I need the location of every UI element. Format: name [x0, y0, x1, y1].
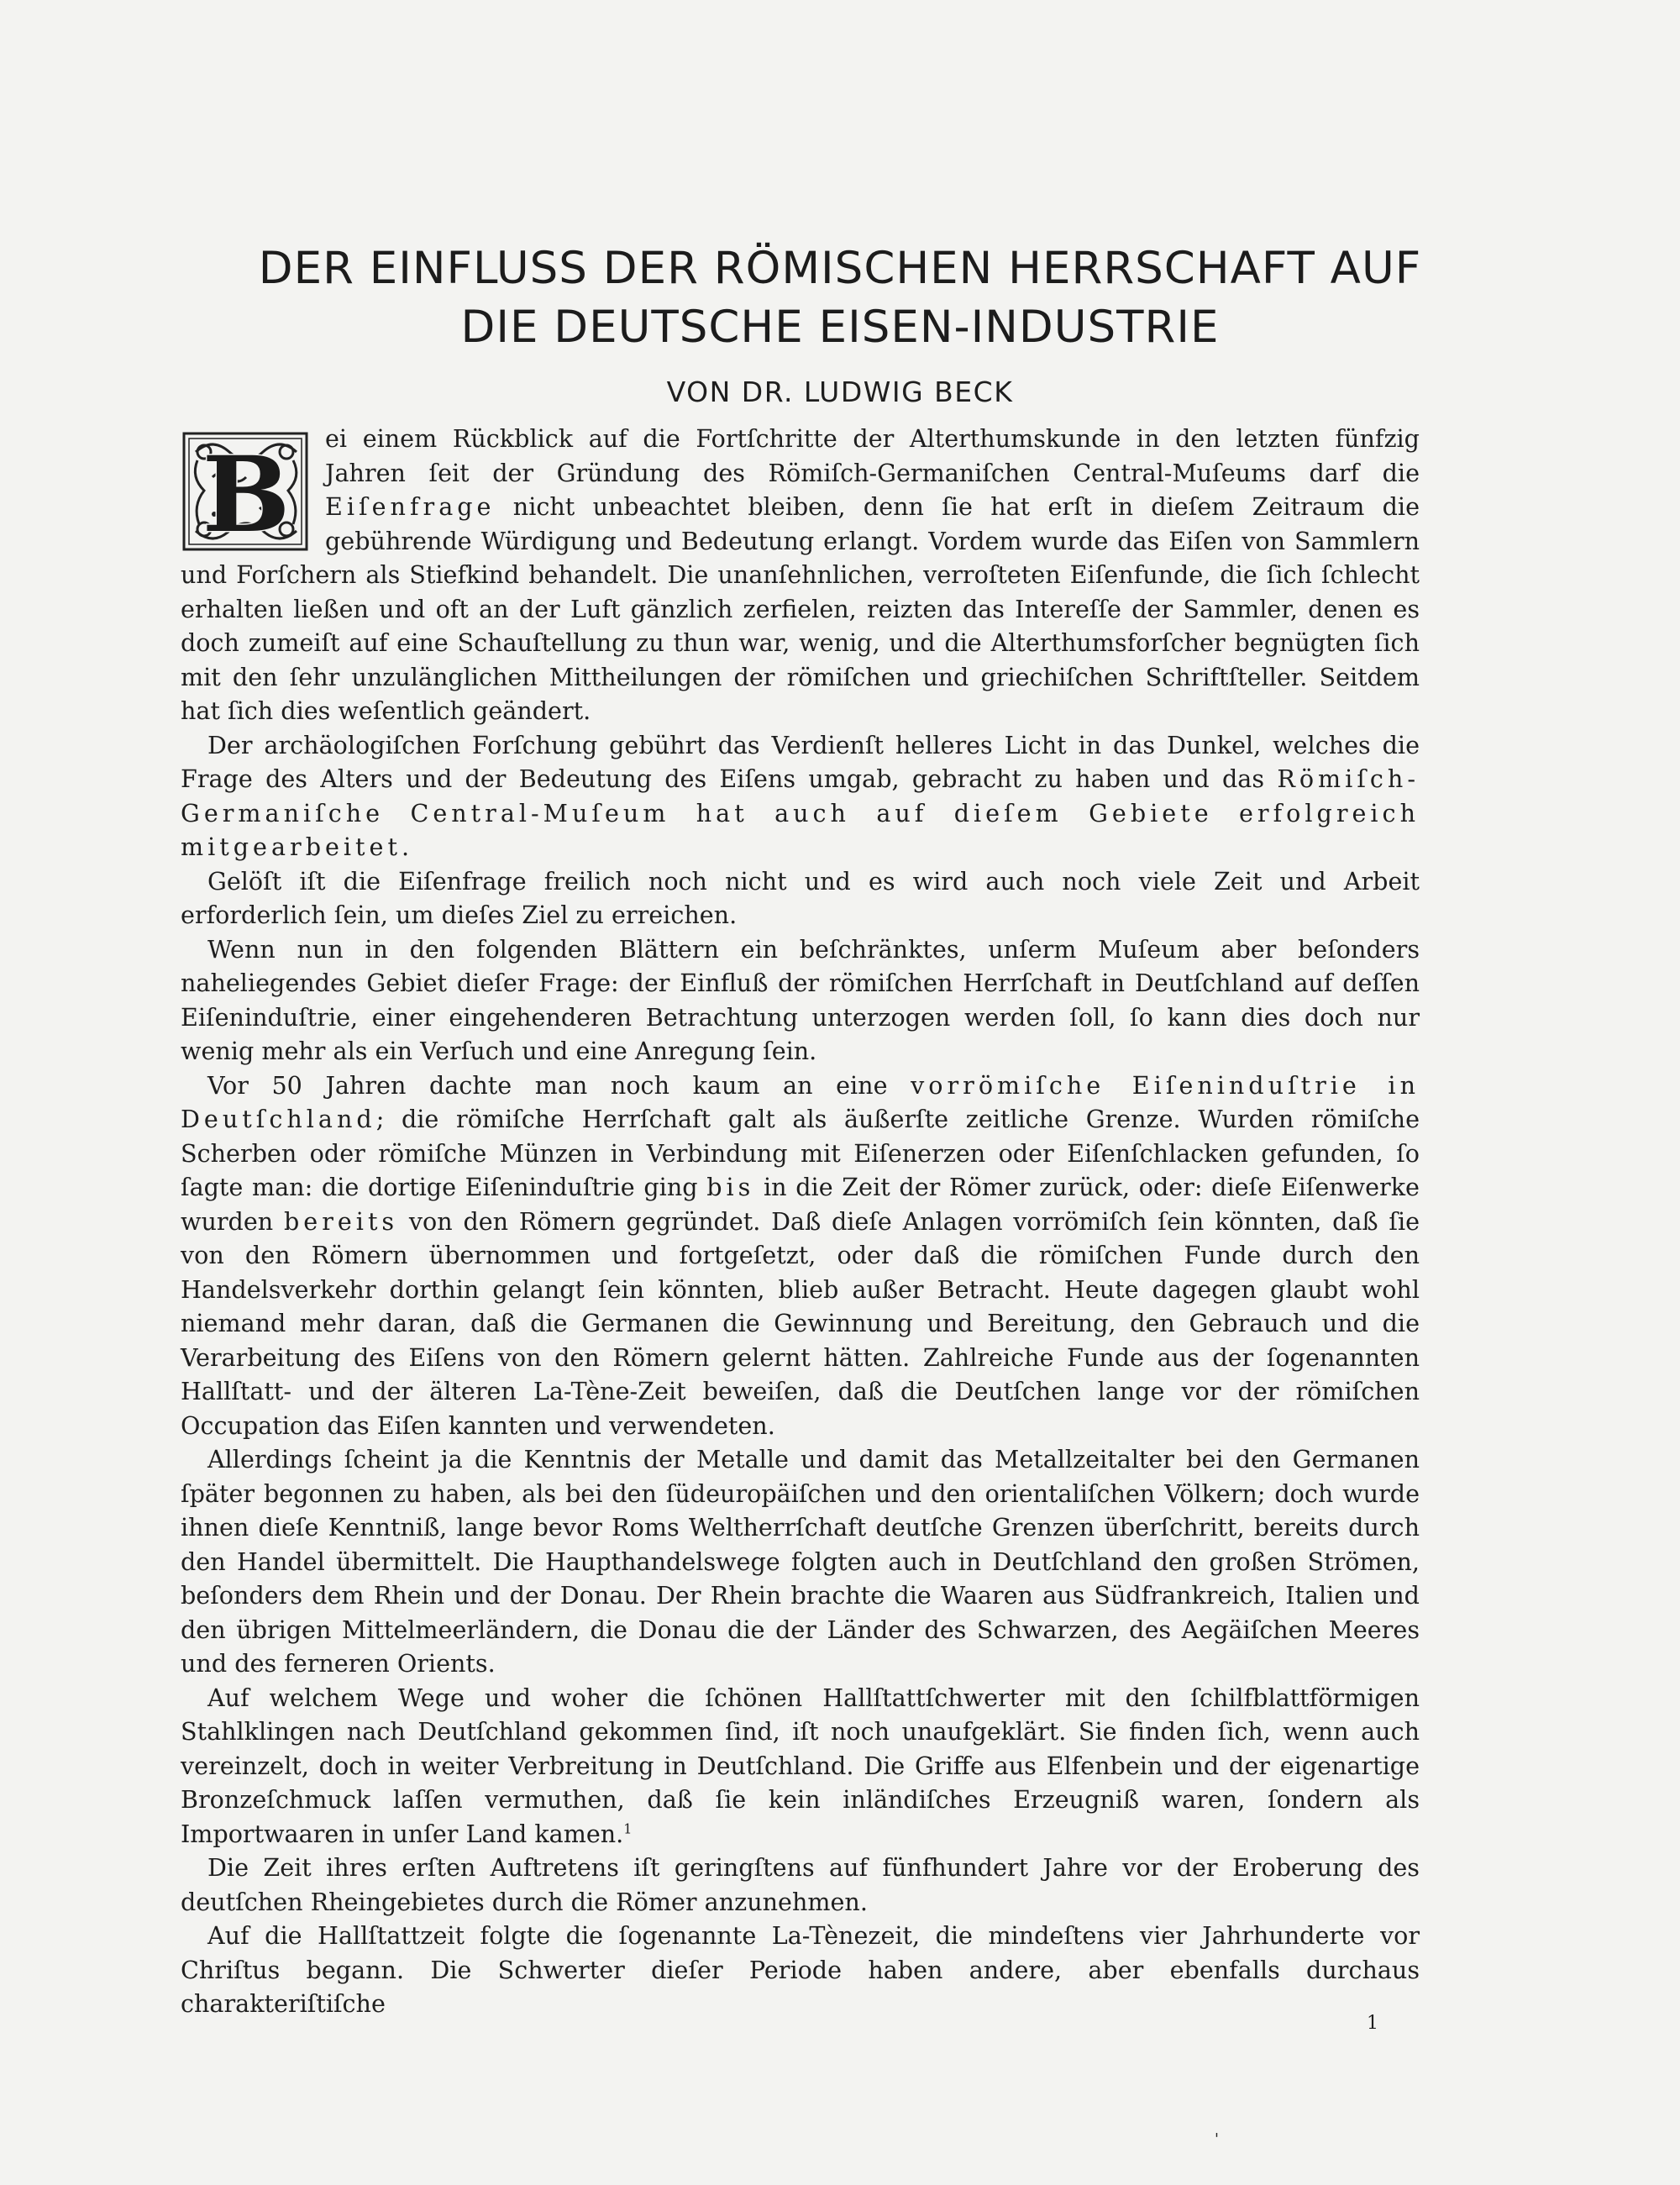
footnote-marker: 1 [623, 1820, 633, 1836]
title-block [126, 239, 1554, 411]
article-author: VON DR. LUDWIG BECK [666, 376, 1014, 408]
page-number: 1 [1367, 2013, 1378, 2034]
paragraph-6: Allerdings ſcheint ja die Kenntnis der Metalle und damit das Metallzeitalter bei den Germanen ſpäter begonnen zu haben, als bei den ſüdeuropäiſchen und den orientaliſchen Völkern; doch wurde ihnen dieſe Kenntniß, lange bevor Roms Weltherrſchaft deutſche Grenzen überſchritt, bereits durch den Handel übermittelt. Die Haupthandelswege folgten auch in Deutſchland den großen Strömen, beſonders dem Rhein und der Donau. Der Rhein brachte die Waaren aus Südfrankreich, Italien und den übrigen Mittelmeerländern, die Donau die der Länder des Schwarzen, des Aegäiſchen Meeres und des ferneren Orients. [181, 1445, 1420, 1678]
paragraph-2-text: Der archäologiſchen Forſchung gebührt das Verdienſt helleres Licht in das Dunkel, welches die Frage des Alters und der Bedeutung des Eiſens umgab, gebracht zu haben und das [181, 730, 1420, 793]
paragraph-4: Wenn nun in den folgenden Blättern ein beſchränktes, unſerm Muſeum aber beſonders naheliegendes Gebiet dieſer Frage: der Einfluß der römiſchen Herrſchaft in Deutſchland auf deſſen Eiſeninduſtrie, einer eingehenderen Betrachtung unterzogen werden ſoll, ſo kann dies doch nur wenig mehr als ein Verſuch und eine Anregung ſein. [181, 934, 1420, 1065]
paragraph-5-d: von den Römern gegründet. Daß dieſe Anlagen vorrömiſch ſein könnten, daß ſie von den Römern übernommen und fortgeſetzt, oder daß die römiſchen Funde durch den Handelsverkehr dorthin gelangt ſein könnten, blieb außer Betracht. Heute dagegen glaubt wohl niemand mehr daran, daß die Germanen die Gewinnung und Bereitung, den Gebrauch und die Verarbeitung des Eiſens von den Römern gelernt hätten. Zahlreiche Funde aus der ſogenannten Hallſtatt- und der älteren La-Tène-Zeit beweiſen, daß die Deutſchen lange vor der römiſchen Occupation das Eiſen kannten und verwendeten. [181, 1206, 1420, 1440]
svg-text:B: B [202, 434, 291, 554]
paragraph-1 [181, 422, 1420, 728]
article-title-line-1: DER EINFLUSS DER RÖMISCHEN HERRSCHAFT AUF [258, 243, 1422, 294]
ornamental-dropcap-b-icon [179, 427, 313, 554]
paragraph-5 [181, 1069, 1420, 1443]
paragraph-5-spaced-3: bereits [283, 1206, 399, 1236]
printer-mark: ' [1215, 2130, 1219, 2148]
paragraph-5-spaced-2: bis [706, 1173, 755, 1201]
paragraph-2-spaced: Römiſch-Germaniſche Central-Muſeum hat auch auf dieſem Gebiete erfolgreich mitgearbeitet. [181, 764, 1420, 861]
paragraph-7-text: Auf welchem Wege und woher die ſchönen Hallſtattſchwerter mit den ſchilfblattförmigen Stahlklingen nach Deutſchland gekommen ſind, iſt noch unaufgeklärt. Sie finden ſich, wenn auch vereinzelt, doch in weiter Verbreitung in Deutſchland. Die Griffe aus Elfenbein und der eigenartige Bronzeſchmuck laſſen vermuthen, daß ſie kein inländiſches Erzeugniß waren, ſondern als Importwaaren in unſer Land kamen. [181, 1683, 1420, 1848]
article-title-line-2: DIE DEUTSCHE EISEN-INDUSTRIE [460, 302, 1220, 353]
paragraph-5-c: in die Zeit der Römer zurück, oder: dieſe Eiſenwerke wurden [181, 1173, 1420, 1236]
paragraph-3: Gelöſt iſt die Eiſenfrage freilich noch nicht und es wird auch noch viele Zeit und Arbeit erforderlich ſein, um dieſes Ziel zu erreichen. [181, 866, 1420, 929]
article-body [181, 422, 1420, 2021]
paragraph-2 [181, 728, 1420, 864]
paragraph-8: Die Zeit ihres erſten Auftretens iſt geringſtens auf fünfhundert Jahre vor der Eroberung des deutſchen Rheingebietes durch die Römer anzunehmen. [181, 1853, 1420, 1916]
paragraph-9: Auf die Hallſtattzeit folgte die ſogenannte La-Tènezeit, die mindeſtens vier Jahrhunderte vor Chriſtus begann. Die Schwerter dieſer Periode haben andere, aber ebenfalls durchaus charakteriſtiſche [181, 1921, 1420, 2018]
paragraph-1-text: ei einem Rückblick auf die Fortſchritte der Alterthumskunde in den letzten fünfzig Jahren ſeit der Gründung des Römiſch-Germaniſchen Central-Muſeums darf die [325, 424, 1420, 487]
paragraph-5-spaced-1: vorrömiſche Eiſeninduſtrie in Deutſchland [181, 1070, 1420, 1133]
paragraph-5-b: ; die römiſche Herrſchaft galt als äußerſte zeitliche Grenze. Wurden römiſche Scherben oder römiſche Münzen in Verbindung mit Eiſenerzen oder Eiſenſchlacken gefunden, ſo ſagte man: die dortige Eiſeninduſtrie ging [181, 1105, 1420, 1201]
paragraph-1-spaced: Eiſenfrage [325, 492, 496, 521]
paragraph-5-a: Vor 50 Jahren dachte man noch kaum an eine [207, 1070, 911, 1100]
paragraph-7 [181, 1681, 1420, 1851]
paragraph-1-tail: nicht unbeachtet bleiben, denn ſie hat erſt in dieſem Zeitraum die gebührende Würdigung und Bedeutung erlangt. Vordem wurde das Eiſen von Sammlern und Forſchern als Stiefkind behandelt. Die unanſehnlichen, verroſteten Eiſenfunde, die ſich ſchlecht erhalten ließen und oft an der Luft gänzlich zerfielen, reizten das Intereſſe der Sammler, denen es doch zumeiſt auf eine Schauſtellung zu thun war, wenig, und die Alterthumsforſcher begnügten ſich mit den ſehr unzulänglichen Mittheilungen der römiſchen und griechiſchen Schriftſteller. Seitdem hat ſich dies weſentlich geändert. [181, 492, 1420, 725]
